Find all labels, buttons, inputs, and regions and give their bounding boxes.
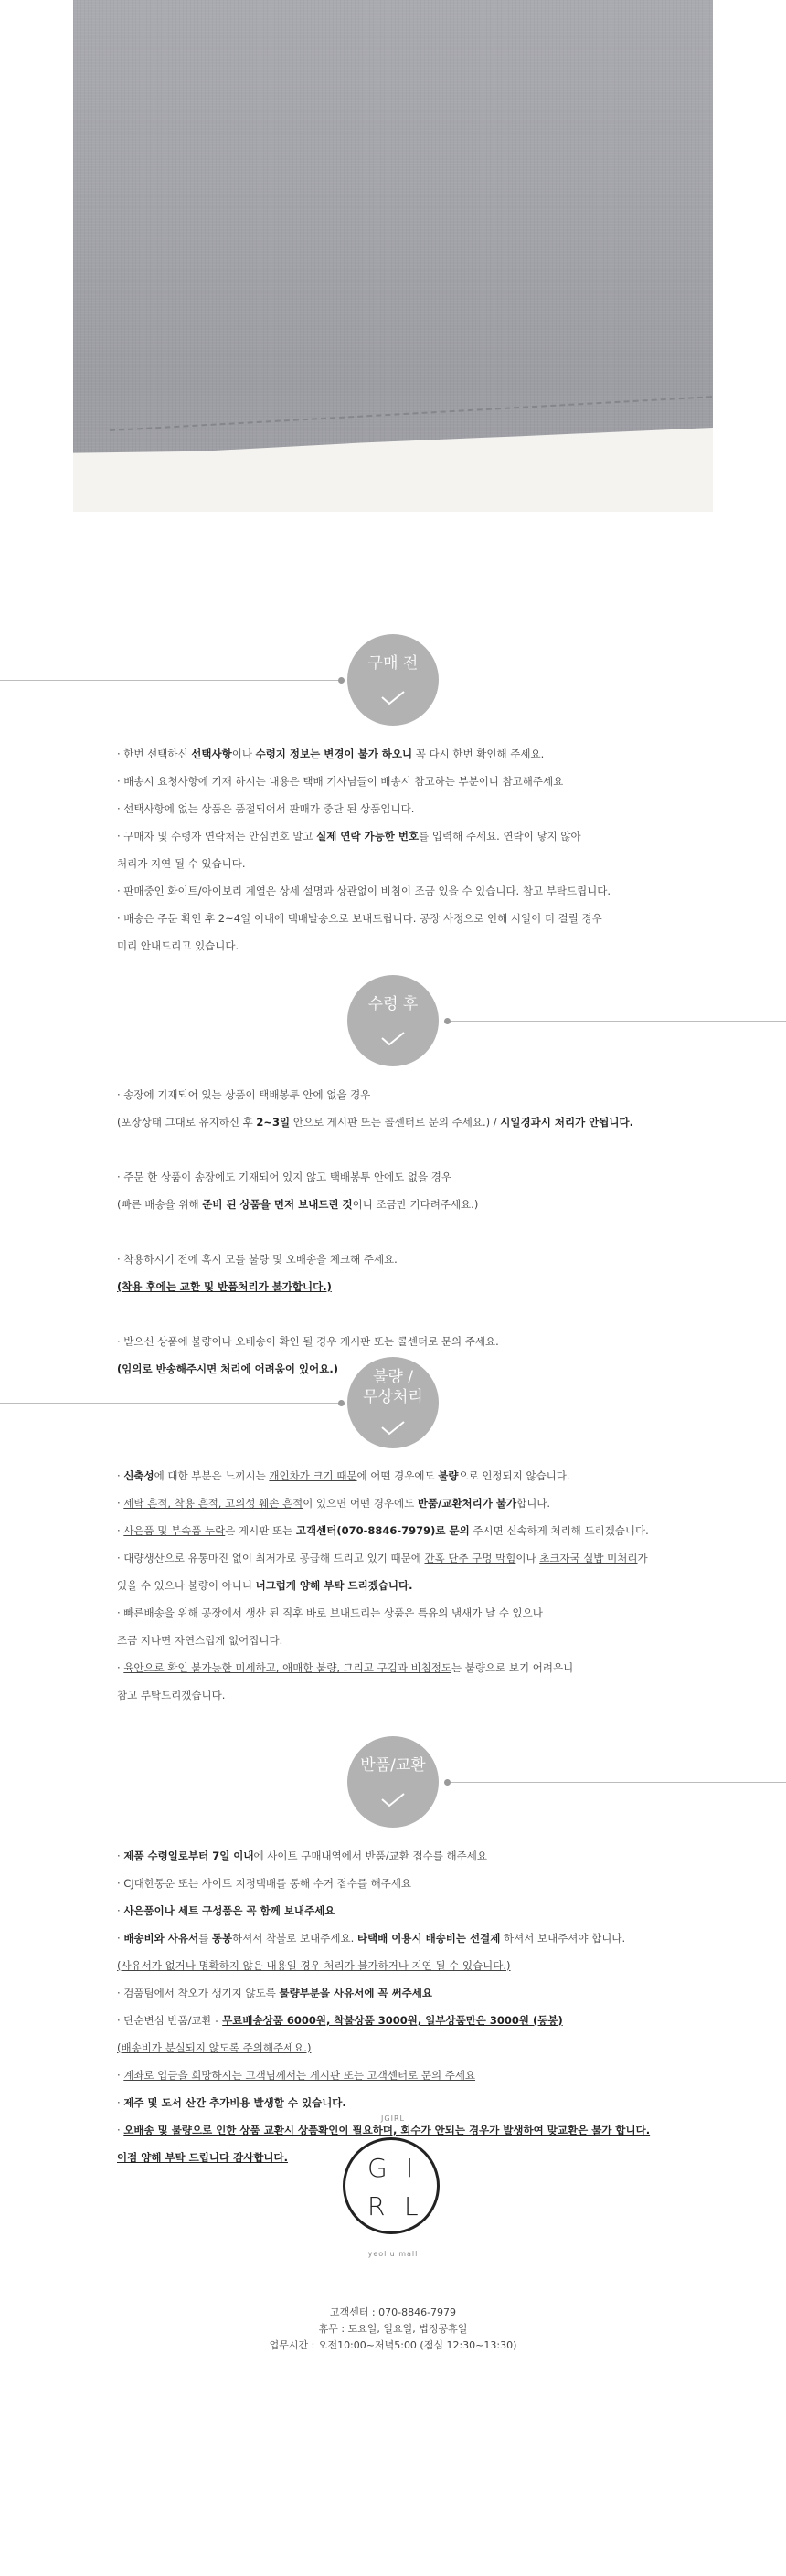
notice-text: 선택사항 xyxy=(191,747,232,760)
notice-line xyxy=(117,1489,702,1517)
notice-text: 이점 양해 부탁 드립니다 감사합니다. xyxy=(117,2151,289,2164)
notice-text: 제주 및 도서 산간 추가비용 발생할 수 있습니다. xyxy=(123,2096,346,2109)
notice-line xyxy=(117,1544,702,1572)
notice-text: 처리가 지연 될 수 있습니다. xyxy=(117,857,246,870)
notice-text: 하셔서 보내주셔야 합니다. xyxy=(500,1932,626,1945)
notice-text: 반품/교환처리가 불가 xyxy=(417,1497,517,1510)
customer-center-info xyxy=(0,2305,786,2354)
divider-dot-return xyxy=(444,1779,451,1786)
check-icon xyxy=(380,1421,406,1436)
notice-text: 하셔서 착불로 보내주세요. xyxy=(232,1932,357,1945)
notice-text: 를 입력해 주세요. 연락이 닿지 않아 xyxy=(419,830,581,843)
notice-text: · 주문 한 상품이 송장에도 기재되어 있지 않고 택배봉투 안에도 없을 경우 xyxy=(117,1171,452,1183)
logo-letter-i: I xyxy=(406,2153,414,2183)
notice-text: 무료배송상품 6000원, 착불상품 3000원, 일부상품만은 3000원 (동봉) xyxy=(222,2014,563,2027)
notice-text: 동봉 xyxy=(211,1932,233,1945)
notice-text: 이 있으면 어떤 경우에도 xyxy=(303,1497,418,1510)
notice-line xyxy=(117,1627,702,1654)
notice-text: · xyxy=(117,2069,124,2082)
logo-letter-g: G xyxy=(367,2153,388,2183)
notice-text: · 배송은 주문 확인 후 2~4일 이내에 택배발송으로 보내드립니다. 공장 사정으로 인해 시일이 더 걸릴 경우 xyxy=(117,912,602,925)
notice-line xyxy=(117,1517,702,1544)
badge-title: 반품/교환 xyxy=(360,1756,426,1775)
notice-text: (포장상태 그대로 유지하신 후 xyxy=(117,1116,257,1129)
notice-line xyxy=(117,1300,702,1328)
notice-text: 합니다. xyxy=(516,1497,551,1510)
badge-title: 수령 후 xyxy=(367,995,419,1013)
notice-text: 가 xyxy=(637,1552,648,1564)
notice-line xyxy=(117,1870,702,1897)
notice-line xyxy=(117,822,702,850)
footer-hours: 업무시간 : 오전10:00~저녁5:00 (점심 12:30~13:30) xyxy=(269,2339,517,2351)
notice-text: 참고 부탁드리겠습니다. xyxy=(117,1689,226,1701)
notice-text: · 검품팀에서 착오가 생기지 않도록 xyxy=(117,1987,280,1999)
check-icon xyxy=(380,1032,406,1046)
notice-text: 오배송 및 불량으로 인한 상품 교환시 상품확인이 필요하며, 회수가 안되는 경우가 발생하여 맞교환은 불가 합니다. xyxy=(123,2124,651,2136)
notice-line xyxy=(117,1163,702,1191)
notice-text: 수령지 정보는 변경이 불가 하오니 xyxy=(255,747,413,760)
notice-text: (빠른 배송을 위해 xyxy=(117,1198,203,1211)
notice-line xyxy=(117,768,702,795)
defect-notice xyxy=(117,1462,702,1709)
divider-dot-defect xyxy=(338,1400,345,1406)
notice-line xyxy=(117,850,702,877)
notice-text: 실제 연락 가능한 번호 xyxy=(316,830,420,843)
badge-title-line1: 불량 / xyxy=(373,1368,413,1386)
notice-line xyxy=(117,1081,702,1108)
notice-line xyxy=(117,740,702,768)
notice-text: 이나 xyxy=(231,747,256,760)
notice-text: 에 대한 부분은 느끼시는 xyxy=(154,1469,270,1482)
notice-text: 에 어떤 경우에도 xyxy=(356,1469,439,1482)
notice-text: 배송비와 사유서 xyxy=(123,1932,199,1945)
notice-text: 는 불량으로 보기 어려우니 xyxy=(451,1661,574,1674)
notice-line xyxy=(117,1979,702,2007)
badge-after-receipt xyxy=(347,975,439,1066)
notice-text: 세탁 흔적, 착용 흔적, 고의성 훼손 흔적 xyxy=(123,1497,303,1510)
notice-text: 꼭 다시 한번 확인해 주세요. xyxy=(412,747,545,760)
before-purchase-notice xyxy=(117,740,702,959)
notice-text: (임의로 반송해주시면 처리에 어려움이 있어요.) xyxy=(117,1362,338,1375)
logo-top-label: JGIRL xyxy=(381,2115,405,2123)
notice-text: 시일경과시 처리가 안됩니다. xyxy=(500,1116,633,1129)
product-fabric-photo xyxy=(73,0,713,512)
notice-text: · xyxy=(117,1524,124,1537)
notice-line xyxy=(117,1654,702,1681)
notice-text: 있을 수 있으나 불량이 아니니 xyxy=(117,1579,256,1592)
notice-text: 초크자국 실밥 미처리 xyxy=(539,1552,638,1564)
notice-line xyxy=(117,1273,702,1300)
check-icon xyxy=(380,691,406,705)
notice-text: · xyxy=(117,1661,124,1674)
notice-text: 신축성 xyxy=(123,1469,154,1482)
notice-line xyxy=(117,2062,702,2089)
logo-bottom-label: yeoliu mall xyxy=(367,2250,419,2258)
badge-title-line2: 무상처리 xyxy=(363,1388,423,1406)
notice-text: 간혹 단추 구멍 막힘 xyxy=(424,1552,516,1564)
notice-line xyxy=(117,1842,702,1870)
notice-text: 미리 안내드리고 있습니다. xyxy=(117,939,239,952)
notice-text: 사은품 및 부속품 누락 xyxy=(123,1524,226,1537)
notice-text: · xyxy=(117,2096,124,2109)
notice-text: 2~3일 xyxy=(256,1116,291,1129)
notice-text: 이나 xyxy=(515,1552,540,1564)
notice-text: · xyxy=(117,1497,124,1510)
divider-line-after xyxy=(444,1021,786,1022)
notice-text: · xyxy=(117,1932,124,1945)
notice-text: · 판매중인 화이트/아이보리 계열은 상세 설명과 상관없이 비침이 조금 있을 수 있습니다. 참고 부탁드립니다. xyxy=(117,885,611,897)
notice-line xyxy=(117,1328,702,1355)
notice-line xyxy=(117,1681,702,1709)
notice-text: · CJ대한통운 또는 사이트 지정택배를 통해 수거 접수를 해주세요 xyxy=(117,1877,412,1890)
notice-text: 조금 지나면 자연스럽게 없어집니다. xyxy=(117,1634,283,1647)
notice-text: · 대량생산으로 유통마진 없이 최저가로 공급해 드리고 있기 때문에 xyxy=(117,1552,425,1564)
notice-text: · xyxy=(117,1469,124,1482)
notice-text: · 배송시 요청사항에 기재 하시는 내용은 택배 기사님들이 배송시 참고하는 부분이니 참고해주세요 xyxy=(117,775,564,788)
notice-text: 으로 인정되지 않습니다. xyxy=(458,1469,570,1482)
notice-text: 제품 수령일로부터 7일 이내 xyxy=(123,1850,254,1862)
notice-line xyxy=(117,1924,702,1952)
notice-line xyxy=(117,1599,702,1627)
footer-holiday: 휴무 : 토요일, 일요일, 법정공휴일 xyxy=(318,2323,468,2335)
after-receipt-notice xyxy=(117,1081,702,1383)
notice-text: (착용 후에는 교환 및 반품처리가 불가합니다.) xyxy=(117,1280,332,1293)
notice-text: · 빠른배송을 위해 공장에서 생산 된 직후 바로 보내드리는 상품은 특유의 냄새가 날 수 있으나 xyxy=(117,1606,543,1619)
notice-text: 너그럽게 양해 부탁 드리겠습니다. xyxy=(255,1579,413,1592)
notice-text: · 한번 선택하신 xyxy=(117,747,192,760)
notice-text: 은 게시판 또는 xyxy=(225,1524,296,1537)
badge-return-exchange xyxy=(347,1736,439,1828)
notice-line xyxy=(117,2034,702,2062)
notice-text: · 송장에 기재되어 있는 상품이 택배봉투 안에 없을 경우 xyxy=(117,1088,371,1101)
notice-line xyxy=(117,1897,702,1924)
notice-text: · xyxy=(117,2124,124,2136)
notice-line xyxy=(117,1218,702,1246)
logo-letter-r: R xyxy=(367,2191,386,2221)
notice-line xyxy=(117,1462,702,1489)
notice-line xyxy=(117,1108,702,1136)
notice-text: (사유서가 없거나 명확하지 않은 내용일 경우 처리가 불가하거나 지연 될 수 있습니다.) xyxy=(117,1959,511,1972)
notice-line xyxy=(117,795,702,822)
notice-text: (배송비가 분실되지 않도록 주의해주세요.) xyxy=(117,2041,312,2054)
brand-logo xyxy=(343,2137,440,2234)
notice-text: · xyxy=(117,1850,124,1862)
notice-text: 불량 xyxy=(438,1469,459,1482)
logo-letter-l: L xyxy=(404,2191,419,2221)
notice-line xyxy=(117,1952,702,1979)
notice-line xyxy=(117,1191,702,1218)
divider-line-return xyxy=(444,1782,786,1783)
notice-text: 육안으로 확인 불가능한 미세하고, 애매한 불량, 그리고 구김과 비침정도 xyxy=(123,1661,452,1674)
notice-text: · 선택사항에 없는 상품은 품절되어서 판매가 중단 된 상품입니다. xyxy=(117,802,415,815)
notice-text: · 단순변심 반품/교환 - xyxy=(117,2014,223,2027)
badge-title: 구매 전 xyxy=(367,654,419,673)
footer-phone: 고객센터 : 070-8846-7979 xyxy=(329,2306,457,2318)
notice-line xyxy=(117,932,702,959)
notice-line xyxy=(117,905,702,932)
divider-dot-before xyxy=(338,677,345,684)
notice-text: · 구매자 및 수령자 연락처는 안심번호 말고 xyxy=(117,830,317,843)
notice-text: 타택배 이용시 배송비는 선결제 xyxy=(356,1932,501,1945)
notice-text: · 착용하시기 전에 혹시 모를 불량 및 오배송을 체크해 주세요. xyxy=(117,1253,398,1266)
divider-dot-after xyxy=(444,1018,451,1024)
notice-text: 개인차가 크기 때문 xyxy=(269,1469,357,1482)
notice-text: 에 사이트 구매내역에서 반품/교환 접수를 해주세요 xyxy=(253,1850,487,1862)
notice-line xyxy=(117,1246,702,1273)
notice-text: 계좌로 입금을 희망하시는 고객님께서는 게시판 또는 고객센터로 문의 주세요 xyxy=(123,2069,476,2082)
divider-line-defect xyxy=(0,1403,343,1404)
notice-text: · xyxy=(117,1904,124,1917)
notice-line xyxy=(117,2089,702,2116)
notice-text: 주시면 신속하게 처리해 드리겠습니다. xyxy=(469,1524,649,1537)
notice-line xyxy=(117,1572,702,1599)
notice-text: 사은품이나 세트 구성품은 꼭 함께 보내주세요 xyxy=(123,1904,335,1917)
notice-line xyxy=(117,1136,702,1163)
notice-line xyxy=(117,2007,702,2034)
notice-text: 불량부분을 사유서에 꼭 써주세요 xyxy=(279,1987,433,1999)
notice-line xyxy=(117,877,702,905)
notice-text: 준비 된 상품을 먼저 보내드린 것 xyxy=(202,1198,353,1211)
notice-text: 안으로 게시판 또는 콜센터로 문의 주세요.) / xyxy=(290,1116,501,1129)
notice-text: · 받으신 상품에 불량이나 오배송이 확인 될 경우 게시판 또는 콜센터로 문의 주세요. xyxy=(117,1335,499,1348)
badge-before-purchase xyxy=(347,634,439,726)
check-icon xyxy=(380,1793,406,1807)
divider-line-before xyxy=(0,680,343,681)
badge-defect xyxy=(347,1357,439,1448)
notice-text: 고객센터(070-8846-7979)로 문의 xyxy=(295,1524,470,1537)
notice-text: 이니 조금만 기다려주세요.) xyxy=(352,1198,479,1211)
notice-text: 를 xyxy=(198,1932,212,1945)
